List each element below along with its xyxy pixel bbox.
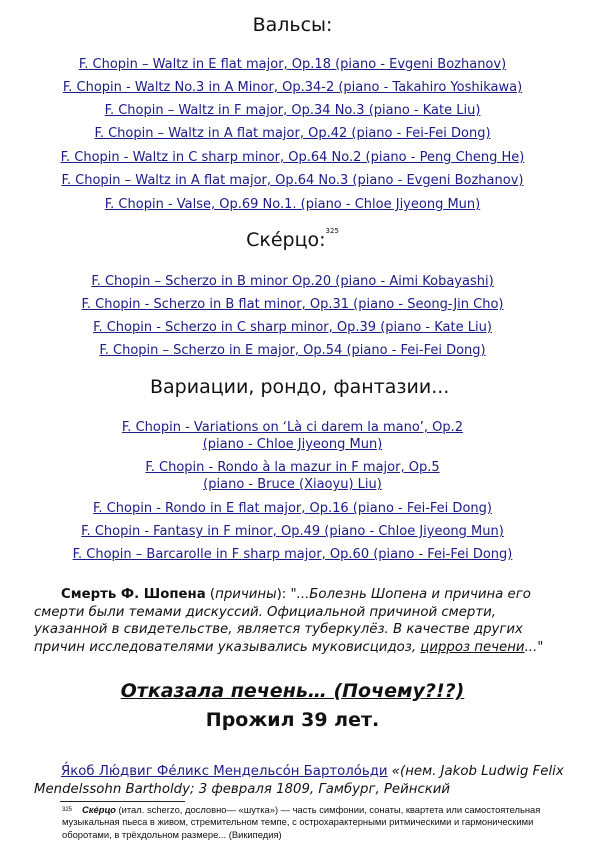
death-ellipsis: ...: [524, 639, 538, 655]
footnote-term: Скéрцо: [82, 804, 116, 815]
mendelssohn-link[interactable]: Я́коб Лю́двиг Фе́ликс Мендельсо́н Бартоло́ьди: [61, 764, 388, 779]
scherzo-title-text: Скéрцо:: [246, 229, 326, 251]
death-quote: ...Болезнь Шопена и причина его смерти были темами дискуссий. Официальной причиной смерти, указанной в свидетельстве, является туберкулёз. В качестве других причин исследователями указывались муковисцидоз,: [34, 587, 531, 655]
recording-link[interactable]: F. Chopin - Valse, Op.69 No.1. (piano - Chloe Jiyeong Mun): [104, 197, 481, 212]
death-heading: Смерть Ф. Шопена: [61, 587, 206, 602]
recording-link[interactable]: F. Chopin - Rondo in E flat major, Op.16 (piano - Fei-Fei Dong): [93, 501, 492, 516]
mendelssohn-text: «(нем. Jakob Ludwig Felix Mendelssohn Bartholdy; 3 февраля 1809, Гамбург, Рейнский: [34, 764, 564, 797]
recording-link[interactable]: F. Chopin - Rondo à la mazur in F major, Op.5 (piano - Bruce (Xiaoyu) Liu): [145, 460, 440, 492]
lived-years: Прожил 39 лет.: [205, 709, 380, 731]
recording-link[interactable]: F. Chopin – Barcarolle in F sharp major, Op.60 (piano - Fei-Fei Dong): [72, 547, 513, 562]
recording-link[interactable]: F. Chopin – Scherzo in B minor Op.20 (piano - Aimi Kobayashi): [91, 274, 494, 289]
recording-link[interactable]: F. Chopin – Waltz in E flat major, Op.18 (piano - Evgeni Bozhanov): [78, 57, 507, 72]
death-paragraph: Смерть Ф. Шопена (причины): "...Болезнь Шопена и причина его смерти были темами дискуссий. Официальной причиной смерти, указанной в свидетельстве, является туберкулёз. В качестве других причин исследователями указывались муковисцидоз, цирроз печени...": [34, 587, 544, 655]
section-title-scherzo: [0, 229, 585, 251]
mendelssohn-paragraph: [34, 763, 594, 798]
recording-link[interactable]: F. Chopin - Scherzo in B flat minor, Op.31 (piano - Seong-Jin Cho): [81, 297, 504, 312]
footnote: [62, 804, 582, 841]
section-title-waltzes: Вальсы:: [252, 14, 333, 36]
recording-link[interactable]: F. Chopin - Scherzo in C sharp minor, Op.39 (piano - Kate Liu): [93, 320, 492, 335]
recording-link[interactable]: F. Chopin – Waltz in A flat major, Op.42 (piano - Fei-Fei Dong): [94, 126, 491, 141]
footnote-ref[interactable]: 325: [325, 227, 339, 235]
footnote-text: (итал. scherzo, дословно— «шутка») — часть симфонии, сонаты, квартета или самостоятельная музыкальная пьеса в живом, стремительном темпе, с острохарактерными ритмическими и гармоническими оборотами, в трёхдольном размере... (Википедия): [62, 804, 541, 840]
recording-link[interactable]: F. Chopin - Waltz in C sharp minor, Op.64 No.2 (piano - Peng Cheng He): [60, 150, 525, 165]
recording-link[interactable]: F. Chopin – Scherzo in E major, Op.54 (piano - Fei-Fei Dong): [99, 343, 486, 358]
footnote-divider: [60, 801, 185, 802]
footnote-number: 325: [62, 807, 73, 813]
section-title-variations: Вариации, рондо, фантазии...: [150, 376, 450, 398]
recording-link[interactable]: F. Chopin - Variations on ‘Là ci darem la mano’, Op.2 (piano - Chloe Jiyeong Mun): [121, 420, 464, 452]
headline: Отказала печень… (Почему?!?): [120, 680, 465, 702]
recording-link[interactable]: F. Chopin – Waltz in F major, Op.34 No.3 (piano - Kate Liu): [104, 103, 481, 118]
recording-link[interactable]: F. Chopin - Fantasy in F minor, Op.49 (piano - Chloe Jiyeong Mun): [81, 524, 504, 539]
death-causes: причины: [215, 587, 277, 602]
recording-link[interactable]: F. Chopin – Waltz in A flat major, Op.64 No.3 (piano - Evgeni Bozhanov): [61, 173, 524, 188]
cirrhosis-link[interactable]: цирроз печени: [420, 639, 525, 655]
recording-link[interactable]: F. Chopin - Waltz No.3 in A Minor, Op.34-2 (piano - Takahiro Yoshikawa): [62, 80, 523, 95]
